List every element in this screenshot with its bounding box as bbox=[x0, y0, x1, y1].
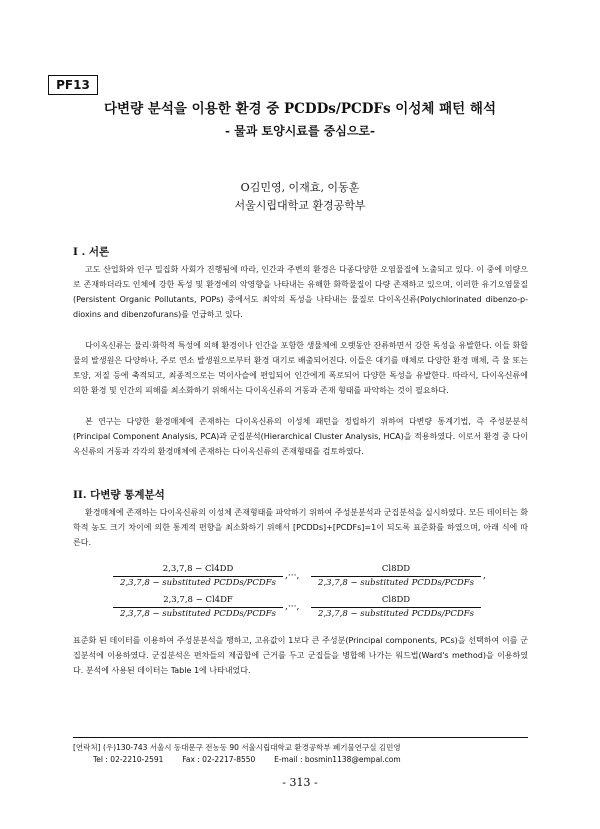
section-heading-multivariate: II. 다변량 통계분석 bbox=[73, 489, 165, 501]
fraction-right bbox=[311, 594, 481, 621]
footer-contact-numbers bbox=[73, 754, 528, 766]
standardization-formula-row-2 bbox=[113, 594, 493, 624]
paper-tag: PF13 bbox=[48, 75, 98, 95]
fraction-numerator: Cl8DD bbox=[381, 564, 411, 574]
fraction-numerator: 2,3,7,8 − Cl4DF bbox=[163, 595, 233, 605]
fraction-left bbox=[113, 594, 283, 621]
footer-divider bbox=[73, 737, 528, 738]
fraction-denominator: 2,3,7,8 − substituted PCDDs/PCDFs bbox=[113, 576, 283, 590]
page-number: - 313 - bbox=[282, 776, 318, 789]
footer-contact: [연락처] (우)130-743 서울시 동대문구 전농동 90 서울시립대학교 환경공학부 폐기물연구실 김민영 bbox=[73, 743, 401, 752]
fraction-denominator: 2,3,7,8 − substituted PCDDs/PCDFs bbox=[311, 607, 481, 621]
intro-paragraph-1: 고도 산업화와 인구 밀집화 사회가 진행됨에 따라, 인간과 주변의 환경은 다종다양한 오염물질에 노출되고 있다. 이 중에 미량으로 존재하더라도 인체에 강한 독성 및 환경에의 악영향을 나타내는 유해한 화학물질이 다량 존재하고 있으며, 이러한 유기오염물질(Persistent Organic Pollutants, POPs) 중에서도 최악의 독성을 나타내는 물질로 다이옥신류(Polychlorinated dibenzo-p-dioxins and dibenzofurans)를 언급하고 있다. bbox=[73, 265, 528, 319]
method-paragraph-1: 환경매체에 존재하는 다이옥신류의 이성체 존재형태를 파악하기 위하여 주성분분석과 군집분석을 실시하였다. 모든 데이터는 화학적 농도 크기 차이에 의한 통계적 편향을 최소화하기 위해서 [PCDDs]+[PCDFs]=1이 되도록 표준화를 하였으며, 아래 식에 따른다. bbox=[73, 508, 528, 547]
fraction-numerator: Cl8DD bbox=[381, 595, 411, 605]
intro-paragraph-3: 본 연구는 다양한 환경매체에 존재하는 다이옥신류의 이성체 패턴을 정립하기 위하여 다변량 통계기법, 즉 주성분분석(Principal Component Analysis, PCA)과 군집분석(Hierarchical Cluster Analysis, HCA)을 적용하였다. 이로서 환경 중 다이옥신류의 거동과 각각의 환경매체에 존재하는 다이옥신류의 존재형태를 검토하였다. bbox=[73, 417, 528, 456]
section-heading-introduction: I . 서론 bbox=[73, 246, 110, 258]
intro-paragraph-2: 다이옥신류는 물리·화학적 특성에 의해 환경이나 인간을 포함한 생물체에 오랫동안 잔류하면서 강한 독성을 유발한다. 이들 화합물의 발생원은 다양하나, 주로 연소 발생원으로부터 환경 대기로 배출되어진다. 이들은 대기를 매체로 다양한 환경 매체, 즉 물 또는 토양, 저질 등에 축적되고, 최종적으로는 먹이사슬에 편입되어 인간에게 폭로되어 다양한 독성을 유발한다. 따라서, 다이옥신류에 의한 환경 및 인간의 피해를 최소화하기 위해서는 다이옥신류의 거동과 존재 형태를 파악하는 것이 필요하다. bbox=[73, 341, 528, 395]
affiliation: 서울시립대학교 환경공학부 bbox=[234, 199, 366, 212]
fraction-left bbox=[113, 563, 283, 590]
formula-comma: , bbox=[483, 571, 486, 581]
paper-title: 다변량 분석을 이용한 환경 중 PCDDs/PCDFs 이성체 패턴 해석 bbox=[103, 101, 496, 117]
fraction-numerator: 2,3,7,8 − Cl4DD bbox=[162, 564, 234, 574]
formula-ellipsis: ,···, bbox=[285, 571, 300, 581]
formula-ellipsis: ,···, bbox=[285, 602, 300, 612]
fraction-denominator: 2,3,7,8 − substituted PCDDs/PCDFs bbox=[113, 607, 283, 621]
author-list: O김민영, 이재효, 이동훈 bbox=[240, 181, 360, 194]
footer-email[interactable]: E-mail : bosmin1138@empal.com bbox=[274, 755, 401, 764]
fraction-right bbox=[311, 563, 481, 590]
footer-tel: Tel : 02-2210-2591 bbox=[93, 755, 164, 764]
standardization-formula-row-1 bbox=[113, 563, 493, 593]
footer-fax: Fax : 02-2217-8550 bbox=[182, 755, 256, 764]
fraction-denominator: 2,3,7,8 − substituted PCDDs/PCDFs bbox=[311, 576, 481, 590]
paper-subtitle: - 물과 토양시료를 중심으로- bbox=[224, 124, 375, 138]
method-paragraph-2: 표준화 된 데이터를 이용하여 주성분분석을 행하고, 고유값이 1보다 큰 주성분(Principal components, PCs)을 선택하여 이를 군집분석에 이용하였다. 군집분석은 편차들의 제곱합에 근거를 두고 군집들을 병합해 나가는 워드법(Ward's method)을 이용하였다. 분석에 사용된 데이터는 Table 1에 나타내었다. bbox=[73, 636, 528, 675]
